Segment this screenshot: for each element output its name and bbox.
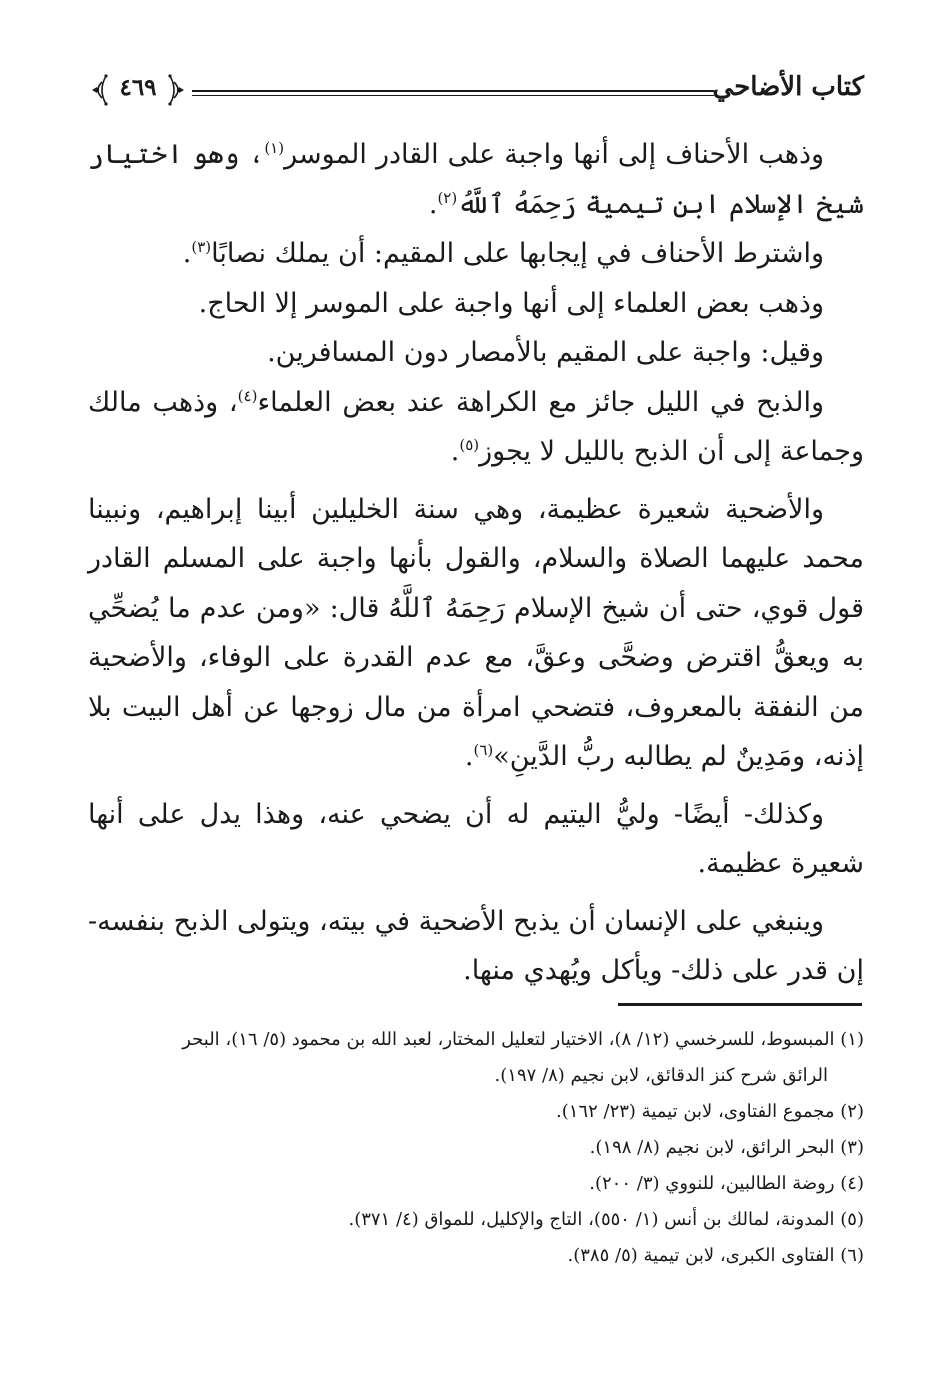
paragraph-8 <box>88 897 864 996</box>
footnote-1-line-2: الرائق شرح كنز الدقائق، لابن نجيم (٨/ ١٩٧). <box>494 1065 828 1086</box>
book-title: كتاب الأضاحي <box>712 72 864 102</box>
paragraph-6-text-a: والأضحية شعيرة عظيمة، وهي سنة الخليلين أبينا إبراهيم، ونبينا محمد عليهما الصلاة والسلام، والقول بأنها واجبة على المسلم القادر قول قوي، حتى أن شيخ الإسلام رَحِمَهُ ٱللَّهُ قال: «ومن عدم ما يُضحِّي به ويعقُّ اقترض وضحَّى وعقَّ، مع عدم القدرة على الوفاء، والأضحية من النفقة بالمعروف، فتضحي امرأة من مال زوجها عن أهل البيت بلا إذنه، ومَدِينٌ لم يطالبه ربُّ الدَّينِ» <box>88 493 864 772</box>
paragraph-4-text: وقيل: واجبة على المقيم بالأمصار دون المسافرين. <box>267 337 824 368</box>
paragraph-2 <box>88 229 864 279</box>
paragraph-1-text-c: . <box>428 188 438 220</box>
footnote-ref-3: (٣) <box>191 238 212 256</box>
paragraph-5-text-c: . <box>450 436 460 467</box>
paragraph-1 <box>88 130 864 229</box>
paragraph-5-text-b: ، وذهب مالك وجماعة إلى أن الذبح بالليل لا يجوز <box>88 386 864 467</box>
paragraph-8-text: وينبغي على الإنسان أن يذبح الأضحية في بيته، ويتولى الذبح بنفسه- إن قدر على ذلك- ويأكل ويُهدي منها. <box>88 905 864 986</box>
main-text <box>88 130 864 996</box>
paragraph-7-text: وكذلك- أيضًا- وليُّ اليتيم له أن يضحي عنه، وهذا يدل على أنها شعيرة عظيمة. <box>88 798 864 879</box>
paragraph-1-text-b: ، وهو اختيار شيخ الإسلام ابن تيمية رَحِمَهُ ٱللَّهُ <box>88 139 864 220</box>
paragraph-6-text-b: . <box>464 741 474 772</box>
footnotes <box>88 1022 864 1274</box>
paragraph-1-text-a: وذهب الأحناف إلى أنها واجبة على القادر الموسر <box>284 139 825 170</box>
footnote-ref-4: (٤) <box>237 386 258 405</box>
footnote-2: (٢) مجموع الفتاوى، لابن تيمية (٢٣/ ١٦٢). <box>556 1101 864 1122</box>
paragraph-5-text-a: والذبح في الليل جائز مع الكراهة عند بعض العلماء <box>257 386 824 418</box>
page-header <box>88 68 864 112</box>
footnote-3: (٣) البحر الرائق، لابن نجيم (٨/ ١٩٨). <box>589 1137 864 1158</box>
paragraph-3 <box>88 279 864 329</box>
paragraph-2-text-a: واشترط الأحناف في إيجابها على المقيم: أن يملك نصابًا <box>211 238 824 269</box>
footnote-1-line-1: (١) المبسوط، للسرخسي (١٢/ ٨)، الاختيار لتعليل المختار، لعبد الله بن محمود (٥/ ١٦)، البحر <box>182 1029 864 1050</box>
paragraph-3-text: وذهب بعض العلماء إلى أنها واجبة على الموسر إلا الحاج. <box>198 287 824 319</box>
footnote-ref-2: (٢) <box>437 188 458 207</box>
page-number-ornament <box>88 68 188 112</box>
footnote-1 <box>88 1022 864 1094</box>
paragraph-6 <box>88 485 864 782</box>
footnote-ref-6: (٦) <box>473 741 494 759</box>
header-rule-thin <box>192 95 714 96</box>
footnote-5: (٥) المدونة، لمالك بن أنس (١/ ٥٥٠)، التاج والإكليل، للمواق (٤/ ٣٧١). <box>348 1209 864 1230</box>
header-rule <box>192 90 714 92</box>
paragraph-5 <box>88 378 864 477</box>
footnote-4: (٤) روضة الطالبين، للنووي (٣/ ٢٠٠). <box>589 1173 864 1194</box>
footnote-ref-1: (١) <box>264 139 285 157</box>
paragraph-2-text-b: . <box>182 238 192 269</box>
page-number: ٤٦٩ <box>119 74 157 101</box>
paragraph-7 <box>88 790 864 889</box>
paragraph-4 <box>88 328 864 378</box>
footnote-ref-5: (٥) <box>459 436 480 454</box>
footnote-separator <box>618 1003 862 1006</box>
footnote-6: (٦) الفتاوى الكبرى، لابن تيمية (٥/ ٣٨٥). <box>567 1245 864 1266</box>
